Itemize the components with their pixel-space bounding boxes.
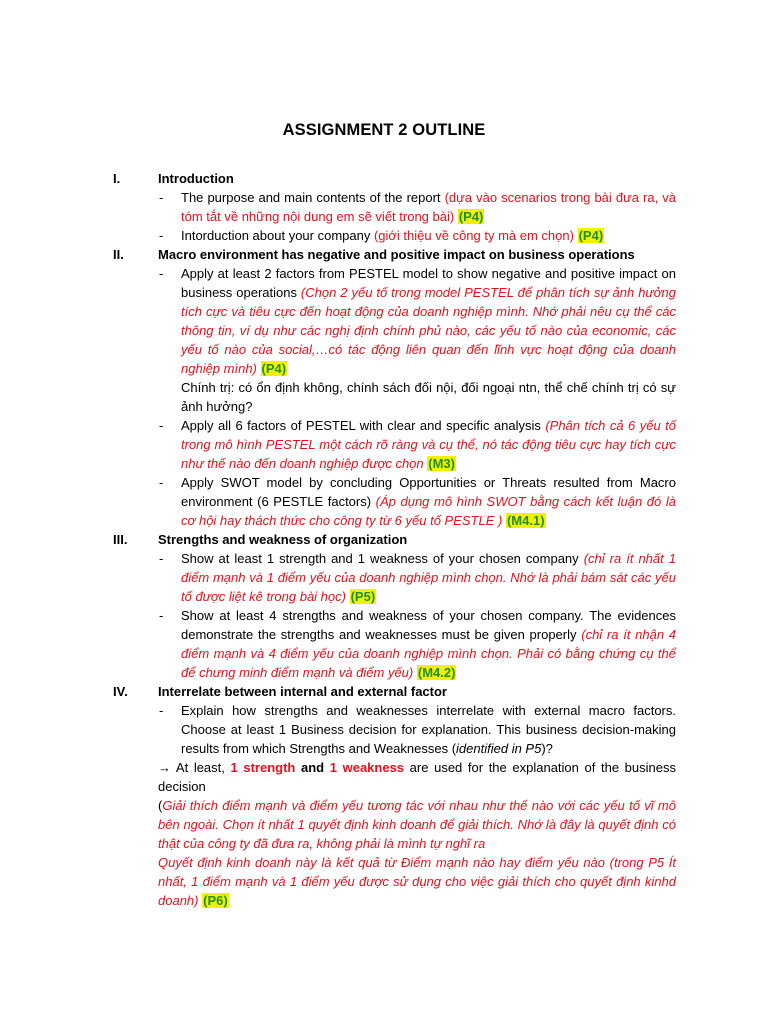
item-note-red: (chỉ ra ít nhận 4 điểm mạnh và 4 điểm yếu của doanh nghiệp mình chọn. Phải có bằng chứng cụ thể để chưng minh điểm mạnh và điểm yếu) — [181, 627, 677, 680]
section-title: Introduction — [158, 171, 234, 186]
item-text: Apply SWOT model by concluding Opportunities or Threats resulted from Macro environment (6 PESTLE factors) — [181, 475, 676, 509]
conclusion-note-2 — [158, 853, 676, 910]
conclusion-line — [158, 758, 676, 796]
section-number: III. — [113, 532, 128, 547]
page-title: ASSIGNMENT 2 OUTLINE — [282, 121, 486, 139]
section-number: I. — [113, 171, 121, 186]
item-text: Show at least 1 strength and 1 weakness of your chosen company — [181, 551, 584, 566]
bullet-dash: - — [159, 266, 164, 281]
politics-note: Chính trị: có ổn định không, chính sách đối nội, đối ngoại ntn, thể chế chính trị có sự ảnh hưởng? — [181, 380, 676, 414]
strength-highlight: 1 strength — [230, 760, 296, 775]
bullet-dash: - — [159, 190, 164, 205]
note-red-2: Quyết định kinh doanh này là kết quả từ Điểm mạnh nào hay điểm yếu nào (trong P5 Ít nhất, 1 điểm mạnh và 1 điểm yếu được sử dụng cho việc giải thích cho quyết định kinhd doanh) — [158, 855, 676, 908]
section-heading-2 — [113, 245, 635, 264]
criteria-tag: (P5) — [350, 589, 376, 604]
bullet-dash: - — [159, 418, 164, 433]
item-note-red: (dựa vào scenarios trong bài đưa ra, và tóm tắt về những nội dung em sẽ viết trong bài) — [181, 190, 676, 224]
conclusion-and: and — [295, 760, 330, 775]
list-item-iii1 — [159, 549, 676, 606]
section-title: Interrelate between internal and external factor — [158, 684, 447, 699]
list-item-i2 — [159, 226, 676, 245]
list-item-iii2 — [159, 606, 677, 682]
section-number: II. — [113, 247, 124, 262]
weakness-highlight: 1 weakness — [329, 760, 405, 775]
bullet-dash: - — [159, 228, 164, 243]
section-heading-4 — [113, 682, 447, 701]
item-text: Show at least 4 strengths and weakness of your chosen company. The evidences demonstrate the strengths and weaknesses must be given properly — [181, 608, 676, 642]
criteria-tag: (P4) — [578, 228, 604, 243]
list-item-i1 — [159, 188, 676, 226]
open-paren: ( — [158, 798, 163, 813]
criteria-tag: (P4) — [261, 361, 287, 376]
item-note-politics — [181, 378, 676, 416]
item-note-red: (chỉ ra ít nhất 1 điểm mạnh và 1 điểm yếu của doanh nghiệp mình chọn. Nhớ là phải bám sát các yếu tố được liệt kê trong bài học) — [181, 551, 676, 604]
list-item-ii2 — [159, 416, 677, 473]
section-title: Macro environment has negative and positive impact on business operations — [158, 247, 635, 262]
item-note-red: (Chọn 2 yếu tố trong model PESTEL để phân tích sự ảnh hưởng tích cực và tiêu cực đến hoạt động của doanh nghiệp mình. Nhớ phải nêu cụ thể các thông tin, ví dụ như các nghị định chính phủ nào, các yếu tố nào của economic, các yếu tố nào của social,…có tác động liên quan đến lĩnh vực hoạt động của doanh nghiệp mình) — [181, 285, 676, 376]
criteria-tag: (P6) — [203, 893, 228, 908]
section-number: IV. — [113, 684, 128, 699]
item-text: Apply at least 2 factors from PESTEL model to show negative and positive impact on business operations — [181, 266, 676, 300]
arrow-right-icon: → — [158, 760, 171, 775]
conclusion-rest: are used for the explanation of the business decision — [158, 760, 676, 794]
bullet-dash: - — [159, 703, 164, 718]
conclusion-note-1 — [158, 796, 676, 853]
criteria-tag: (M4.2) — [417, 665, 456, 680]
item-text: Intorduction about your company — [181, 228, 374, 243]
list-item-ii1 — [159, 264, 676, 378]
item-text-end: )? — [541, 741, 553, 756]
item-italic-ref: identified in P5 — [456, 741, 542, 756]
conclusion-text: At least, — [171, 760, 231, 775]
criteria-tag: (M4.1) — [506, 513, 545, 528]
section-heading-3 — [113, 530, 407, 549]
note-red-1: Giải thích điểm mạnh và điểm yếu tương tác với nhau như thế nào với các yếu tố vĩ mô bên ngoài. Chọn ít nhất 1 quyết định kinh doanh để giải thích. Nhớ là đây là quyết định có thật của công ty đã đưa ra, không phải là mình tự nghĩ ra — [158, 798, 676, 851]
bullet-dash: - — [159, 608, 164, 623]
section-heading-1 — [113, 169, 234, 188]
item-note-red: (Phân tích cả 6 yếu tố trong mô hình PESTEL một cách rõ ràng và cụ thể, nó tác động tiêu cực hay tích cực như thế nào đến doanh nghiệp được chọn — [181, 418, 677, 471]
criteria-tag: (M3) — [428, 456, 455, 471]
criteria-tag: (P4) — [458, 209, 484, 224]
bullet-dash: - — [159, 475, 164, 490]
item-text: Apply all 6 factors of PESTEL with clear and specific analysis — [181, 418, 546, 433]
item-note-red: (Áp dụng mô hình SWOT bằng cách kết luận đó là cơ hội hay thách thức cho công ty từ 6 yếu tố PESTLE ) — [181, 494, 676, 528]
section-title: Strengths and weakness of organization — [158, 532, 408, 547]
item-text: The purpose and main contents of the report — [181, 190, 445, 205]
item-text: Explain how strengths and weaknesses interrelate with external macro factors. Choose at least 1 Business decision for explanation. This business decision-making results from which Strengths and Weaknesses ( — [181, 703, 676, 756]
item-note-red: (giới thiệu về công ty mà em chọn) — [373, 228, 574, 243]
bullet-dash: - — [159, 551, 164, 566]
list-item-iv1 — [159, 701, 676, 758]
list-item-ii3 — [159, 473, 676, 530]
